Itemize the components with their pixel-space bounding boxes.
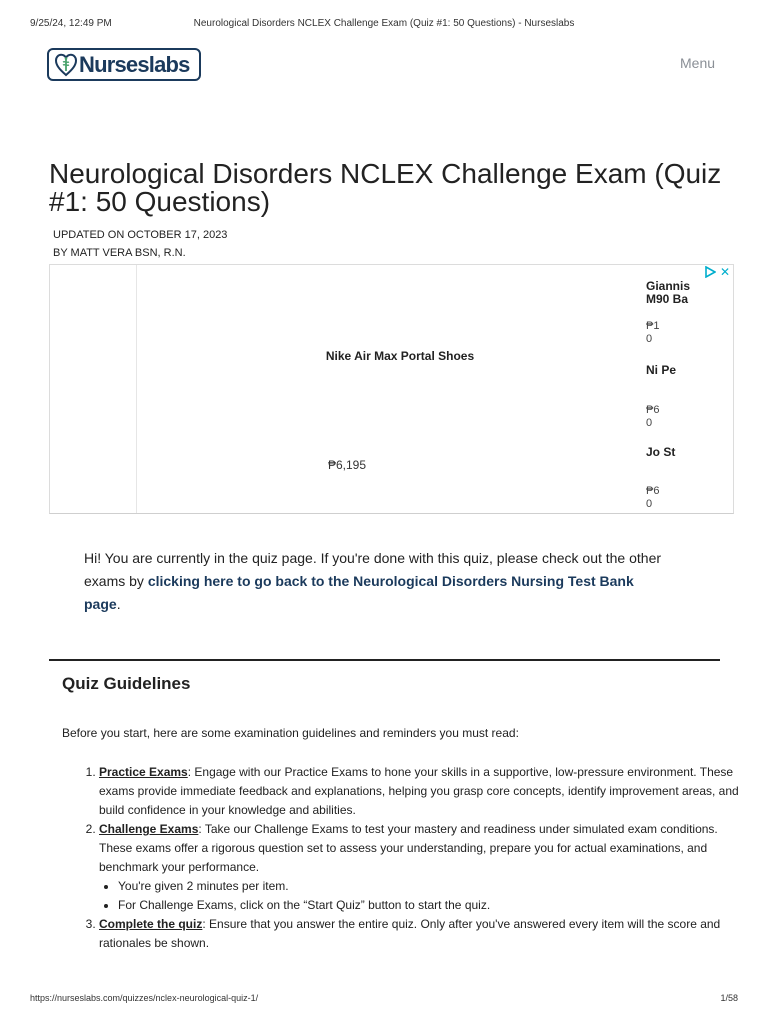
- site-logo[interactable]: [47, 48, 201, 81]
- guidelines-list: [62, 763, 739, 953]
- guideline-text: : Engage with our Practice Exams to hone your skills in a supportive, low-pressure environment. These exams provide immediate feedback and explanations, helping you grasp core concepts, identify improvement areas, and build confidence in your knowledge and abilities.: [99, 765, 739, 817]
- list-item: • For Challenge Exams, click on the “Start Quiz” button to start the quiz.: [118, 896, 739, 915]
- list-item: [99, 820, 739, 915]
- ad-side-product-price: ₱1 0: [646, 320, 660, 345]
- ad-divider: [136, 265, 137, 514]
- guidelines-heading: Quiz Guidelines: [62, 674, 191, 693]
- close-icon[interactable]: ✕: [719, 265, 730, 279]
- ad-product-price: ₱6,195: [328, 458, 367, 472]
- logo-text: Nurseslabs: [79, 51, 190, 77]
- guidelines-lead: Before you start, here are some examination guidelines and reminders you must read:: [62, 726, 519, 740]
- nurseslabs-logo-icon: [55, 53, 77, 77]
- list-item: [99, 763, 739, 820]
- menu-button[interactable]: Menu: [680, 55, 716, 71]
- guideline-term: Complete the quiz: [99, 917, 203, 931]
- print-tab-title: Neurological Disorders NCLEX Challenge Exam (Quiz #1: 50 Questions) - Nurseslabs: [193, 18, 575, 29]
- intro-paragraph: [84, 547, 674, 616]
- ad-side-product-price: ₱6 0: [646, 485, 660, 510]
- updated-date: UPDATED ON OCTOBER 17, 2023: [53, 229, 228, 241]
- adchoices-icon[interactable]: [704, 266, 716, 278]
- guideline-term: Challenge Exams: [99, 822, 199, 836]
- ad-side-product-name[interactable]: Giannis M90 Ba: [646, 280, 691, 306]
- section-divider: [49, 659, 720, 661]
- intro-text-end: .: [116, 596, 121, 612]
- guideline-sublist: [99, 877, 739, 915]
- print-datetime: 9/25/24, 12:49 PM: [30, 18, 112, 29]
- ad-banner[interactable]: [49, 264, 734, 514]
- ad-side-products: [646, 265, 734, 514]
- list-item: • You're given 2 minutes per item.: [118, 877, 739, 896]
- page-title: Neurological Disorders NCLEX Challenge Exam (Quiz #1: 50 Questions): [49, 158, 722, 217]
- print-header: [0, 18, 768, 32]
- guideline-text: : Ensure that you answer the entire quiz. Only after you've answered every item will the score and rationales be shown.: [99, 917, 721, 950]
- test-bank-link[interactable]: clicking here to go back to the Neurological Disorders Nursing Test Bank page: [84, 573, 634, 612]
- guideline-term: Practice Exams: [99, 765, 188, 779]
- ad-side-product-price: ₱6 0: [646, 404, 660, 429]
- ad-product-name[interactable]: Nike Air Max Portal Shoes: [325, 349, 475, 363]
- print-url: https://nurseslabs.com/quizzes/nclex-neurological-quiz-1/: [30, 993, 259, 1003]
- print-page-number: 1/58: [720, 993, 738, 1003]
- intro-text: Hi! You are currently in the quiz page. If you're done with this quiz, please check out the other exams by: [84, 550, 662, 589]
- ad-badge[interactable]: [704, 266, 730, 278]
- print-footer: [0, 993, 768, 1007]
- ad-side-product-name[interactable]: Ni Pe: [646, 364, 677, 377]
- author-byline: BY MATT VERA BSN, R.N.: [53, 247, 186, 259]
- guideline-text: : Take our Challenge Exams to test your mastery and readiness under simulated exam conditions. These exams offer a rigorous question set to assess your understanding, prepare you for actual examinations, and benchmark your performance.: [99, 822, 718, 874]
- ad-side-product-name[interactable]: Jo St: [646, 446, 676, 459]
- list-item: [99, 915, 739, 953]
